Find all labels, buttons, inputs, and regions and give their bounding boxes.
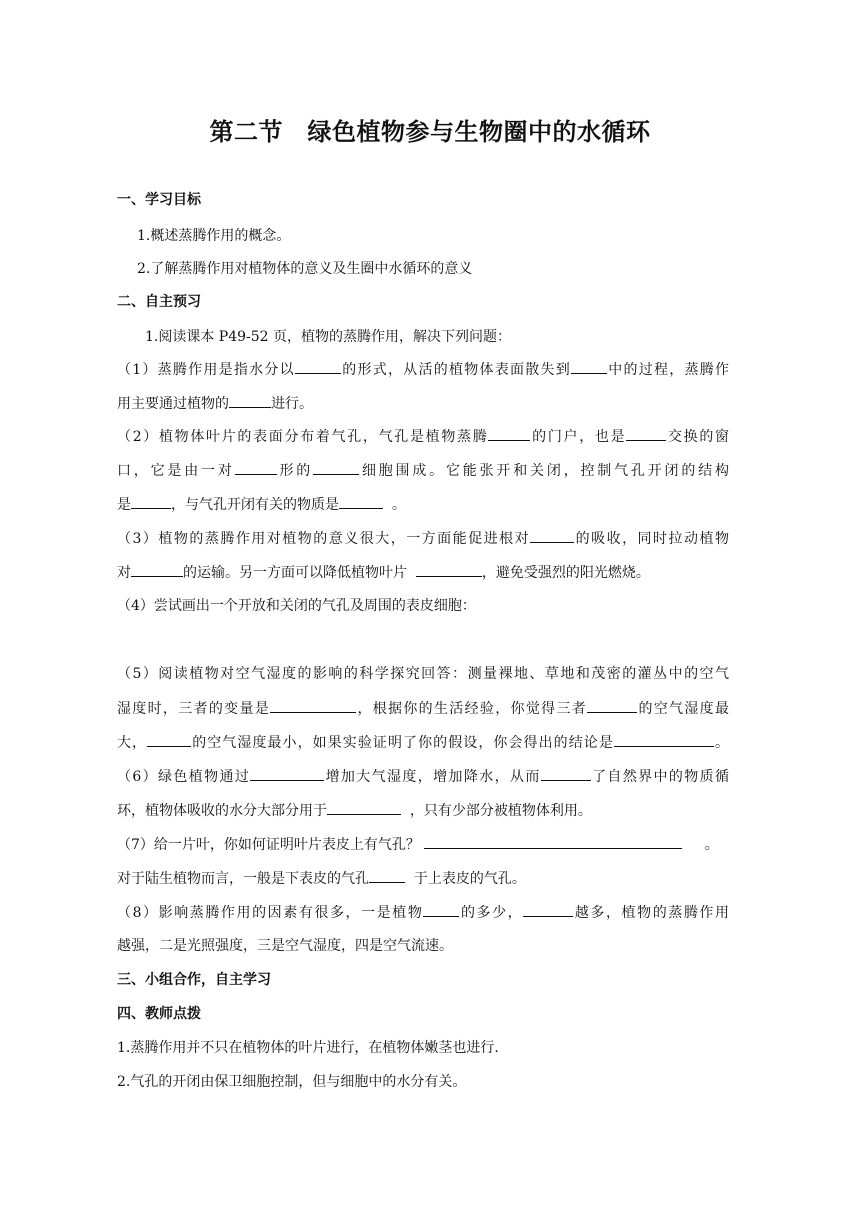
preview-intro: 1.阅读课本 P49-52 页，植物的蒸腾作用，解决下列问题： bbox=[145, 329, 512, 345]
answer-blank[interactable] bbox=[235, 460, 277, 475]
answer-blank[interactable] bbox=[541, 766, 591, 781]
answer-blank[interactable] bbox=[250, 766, 324, 781]
question-8-line-1: （8）影响蒸腾作用的因素有很多，一是植物 的多少， 越多，植物的蒸腾作用 bbox=[117, 902, 729, 923]
answer-blank[interactable] bbox=[229, 393, 271, 408]
question-2-line-1: （2）植物体叶片的表面分布着气孔，气孔是植物蒸腾 的门户，也是 交换的窗 bbox=[117, 426, 729, 447]
answer-blank[interactable] bbox=[131, 494, 171, 509]
tip-item-1: 1.蒸腾作用并不只在植物体的叶片进行，在植物体嫩茎也进行. bbox=[117, 1040, 499, 1056]
answer-blank[interactable] bbox=[313, 460, 359, 475]
answer-blank[interactable] bbox=[614, 732, 714, 747]
answer-blank[interactable] bbox=[147, 732, 191, 747]
question-2-line-3: 是 ，与气孔开闭有关的物质是 。 bbox=[117, 494, 729, 515]
question-7-line-1: （7）给一片叶，你如何证明叶片表皮上有气孔？ 。 bbox=[117, 834, 729, 855]
question-7-line-2: 对于陆生植物而言，一般是下表皮的气孔 于上表皮的气孔。 bbox=[117, 868, 729, 889]
question-5-line-3: 大， 的空气湿度最小，如果实验证明了你的假设，你会得出的结论是 。 bbox=[117, 732, 729, 753]
question-4: （4）尝试画出一个开放和关闭的气孔及周围的表皮细胞： bbox=[117, 598, 476, 614]
question-6-line-1: （6）绿色植物通过 增加大气湿度，增加降水，从而 了自然界中的物质循 bbox=[117, 766, 729, 787]
answer-blank[interactable] bbox=[327, 800, 401, 815]
question-2-line-2: 口，它是由一对 形的 细胞围成。它能张开和关闭，控制气孔开闭的结构 bbox=[117, 460, 729, 481]
answer-blank[interactable] bbox=[423, 902, 459, 917]
answer-blank[interactable] bbox=[488, 426, 530, 441]
question-6-line-2: 环，植物体吸收的水分大部分用于 ，只有少部分被植物体利用。 bbox=[117, 800, 729, 821]
question-8-line-2: 越强，二是光照强度，三是空气湿度，四是空气流速。 bbox=[117, 938, 453, 954]
question-1-line-1: （1）蒸腾作用是指水分以 的形式，从活的植物体表面散失到 中的过程，蒸腾作 bbox=[117, 359, 729, 380]
goal-item-2: 2.了解蒸腾作用对植物体的意义及生圈中水循环的意义 bbox=[137, 261, 473, 277]
answer-blank[interactable] bbox=[571, 359, 607, 374]
question-3-line-2: 对 的运输。另一方面可以降低植物叶片 ，避免受强烈的阳光燃烧。 bbox=[117, 562, 729, 583]
answer-blank[interactable] bbox=[339, 494, 383, 509]
answer-blank[interactable] bbox=[424, 834, 682, 849]
answer-blank[interactable] bbox=[587, 698, 637, 713]
goal-item-1: 1.概述蒸腾作用的概念。 bbox=[137, 228, 291, 244]
answer-blank[interactable] bbox=[295, 359, 341, 374]
answer-blank[interactable] bbox=[523, 902, 573, 917]
answer-blank[interactable] bbox=[369, 868, 405, 883]
section-heading-group-study: 三、小组合作，自主学习 bbox=[117, 972, 271, 988]
answer-blank[interactable] bbox=[530, 528, 574, 543]
answer-blank[interactable] bbox=[270, 698, 356, 713]
answer-blank[interactable] bbox=[131, 562, 183, 577]
question-1-line-2: 用主要通过植物的 进行。 bbox=[117, 393, 729, 414]
section-heading-teacher-tips: 四、教师点拨 bbox=[117, 1006, 201, 1022]
answer-blank[interactable] bbox=[626, 426, 666, 441]
section-heading-preview: 二、自主预习 bbox=[117, 294, 201, 310]
tip-item-2: 2.气孔的开闭由保卫细胞控制，但与细胞中的水分有关。 bbox=[117, 1074, 467, 1090]
page-title: 第二节 绿色植物参与生物圈中的水循环 bbox=[209, 118, 651, 146]
section-heading-goals: 一、学习目标 bbox=[117, 192, 201, 208]
answer-blank[interactable] bbox=[416, 562, 482, 577]
question-5-line-1: （5）阅读植物对空气湿度的影响的科学探究回答：测量裸地、草地和茂密的灌丛中的空气 bbox=[117, 666, 729, 682]
question-3-line-1: （3）植物的蒸腾作用对植物的意义很大，一方面能促进根对 的吸收，同时拉动植物 bbox=[117, 528, 729, 549]
question-5-line-2: 湿度时，三者的变量是 ，根据你的生活经验，你觉得三者 的空气湿度最 bbox=[117, 698, 729, 719]
